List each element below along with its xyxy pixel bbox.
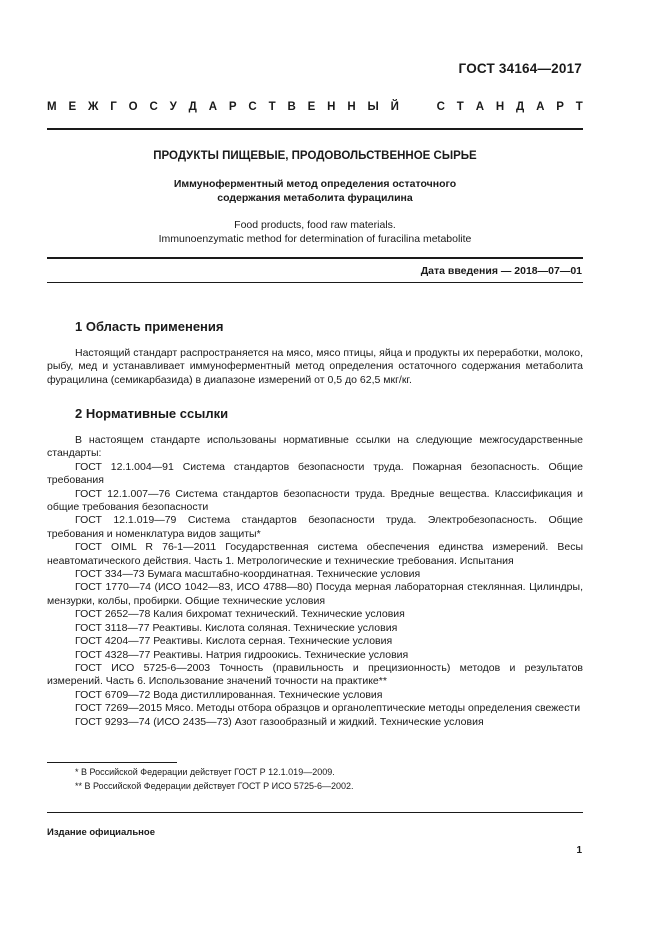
heading-letter: Ы	[367, 101, 379, 113]
interstate-standard-heading	[47, 101, 583, 113]
heading-letter: В	[287, 101, 296, 113]
page-number: 1	[576, 845, 582, 856]
reference-paragraph: ГОСТ 2652—78 Калия бихромат технический. Технические условия	[75, 608, 405, 621]
reference-paragraph: ГОСТ 12.1.004—91 Система стандартов безопасности труда. Пожарная безопасность. Общие требования	[47, 460, 583, 487]
heading-gap	[411, 101, 425, 113]
reference-paragraph: ГОСТ ИСО 5725-6—2003 Точность (правильность и прецизионность) методов и результатов измерений. Часть 6. Использование значений точности на практике**	[47, 661, 583, 688]
reference-paragraph: ГОСТ 12.1.019—79 Система стандартов безопасности труда. Электробезопасность. Общие требования и номенклатура видов защиты*	[47, 514, 583, 540]
heading-letter: С	[248, 101, 257, 113]
date-rule	[47, 282, 583, 283]
reference-paragraph: ГОСТ 4328—77 Реактивы. Натрия гидроокись. Технические условия	[75, 648, 409, 661]
heading-letter: У	[169, 101, 177, 113]
heading-letter: Д	[516, 101, 525, 113]
footnote-rule	[47, 762, 177, 763]
introduction-date: Дата введения — 2018—07—01	[420, 265, 582, 277]
heading-letter: Р	[228, 101, 237, 113]
heading-letter: А	[208, 101, 218, 113]
heading-letter: Е	[68, 101, 77, 113]
heading-letter: Ж	[87, 101, 99, 113]
reference-paragraph: ГОСТ 6709—72 Вода дистиллированная. Технические условия	[75, 688, 383, 701]
reference-paragraph: ГОСТ 334—73 Бумага масштабно-координатная. Технические условия	[75, 568, 421, 581]
title-english-line-2: Immunoenzymatic method for determination of furacilina metabolite	[158, 232, 472, 245]
heading-letter: Г	[110, 101, 117, 113]
heading-letter: О	[128, 101, 138, 113]
heading-letter: Е	[307, 101, 316, 113]
heading-letter: Й	[390, 101, 399, 113]
footnote-2: ** В Российской Федерации действует ГОСТ Р ИСО 5725-6—2002.	[75, 781, 354, 791]
heading-letter: Т	[575, 101, 583, 113]
official-edition-label: Издание официальное	[47, 827, 155, 838]
footnote-1: * В Российской Федерации действует ГОСТ Р 12.1.019—2009.	[75, 767, 335, 777]
title-main: ПРОДУКТЫ ПИЩЕВЫЕ, ПРОДОВОЛЬСТВЕННОЕ СЫРЬЕ	[153, 150, 477, 162]
heading-letter: Т	[456, 101, 464, 113]
title-subtitle-line-2: содержания метаболита фурацилина	[217, 191, 413, 204]
section-2-body	[47, 434, 583, 729]
reference-paragraph: ГОСТ 7269—2015 Мясо. Методы отбора образцов и органолептические методы определения свежести	[75, 702, 581, 715]
heading-letter: С	[436, 101, 445, 113]
reference-paragraph: ГОСТ 9293—74 (ИСО 2435—73) Азот газообразный и жидкий. Технические условия	[75, 715, 484, 728]
heading-letter: А	[536, 101, 545, 113]
title-subtitle	[47, 178, 583, 205]
heading-letter: Т	[268, 101, 276, 113]
heading-letter: А	[475, 101, 484, 113]
title-rule	[47, 257, 583, 259]
heading-letter: Д	[188, 101, 197, 113]
title-subtitle-line-1: Иммуноферментный метод определения остаточного	[173, 178, 457, 190]
heading-letter: Н	[347, 101, 356, 113]
reference-paragraph: ГОСТ 12.1.007—76 Система стандартов безопасности труда. Вредные вещества. Классификация и общие требования безопасности	[47, 487, 583, 514]
reference-paragraph: ГОСТ 4204—77 Реактивы. Кислота серная. Технические условия	[75, 635, 393, 648]
header-rule	[47, 128, 583, 130]
document-code: ГОСТ 34164—2017	[458, 61, 582, 76]
heading-letter: Н	[327, 101, 336, 113]
heading-letter: Н	[495, 101, 505, 113]
reference-paragraph: В настоящем стандарте использованы нормативные ссылки на следующие межгосударственные стандарты:	[47, 434, 583, 460]
section-2-heading: 2 Нормативные ссылки	[75, 406, 229, 421]
heading-letter: Р	[556, 101, 564, 113]
title-english	[47, 219, 583, 246]
footer-rule	[47, 812, 583, 813]
reference-paragraph: ГОСТ 1770—74 (ИСО 1042—83, ИСО 4788—80) Посуда мерная лабораторная стеклянная. Цилиндры, мензурки, колбы, пробирки. Общие технические условия	[47, 581, 583, 607]
section-1-heading: 1 Область применения	[75, 319, 224, 334]
reference-paragraph: ГОСТ OIML R 76-1—2011 Государственная система обеспечения единства измерений. Весы неавтоматического действия. Часть 1. Метрологические и технические требования. Испытания	[47, 541, 583, 567]
heading-letter: С	[149, 101, 158, 113]
section-1-paragraph: Настоящий стандарт распространяется на мясо, мясо птицы, яйца и продукты их переработки, молоко, рыбу, мед и устанавливает иммуноферментный метод определения остаточного содержания метаболита фурацилина (семикарбазида) в диапазоне измерений от 0,5 до 62,5 мкг/кг.	[47, 347, 583, 386]
reference-paragraph: ГОСТ 3118—77 Реактивы. Кислота соляная. Технические условия	[75, 621, 398, 634]
section-1-body	[47, 347, 583, 387]
heading-letter: М	[47, 101, 57, 113]
title-english-line-1: Food products, food raw materials.	[234, 219, 396, 231]
